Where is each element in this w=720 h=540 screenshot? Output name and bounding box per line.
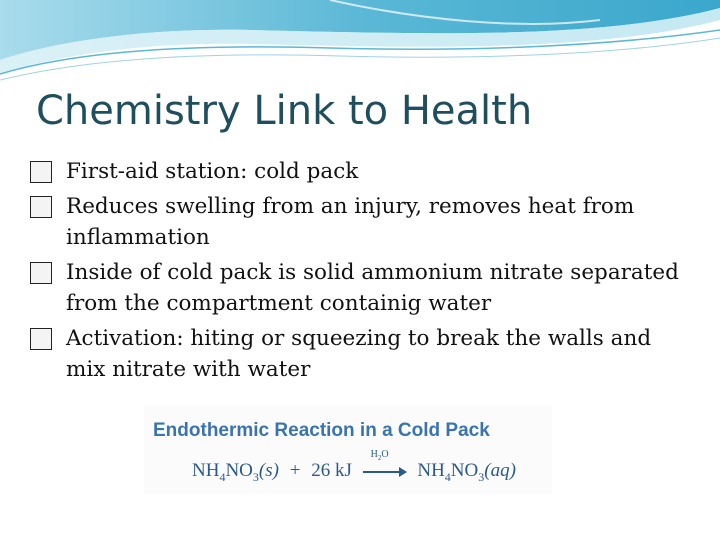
bullet-list [30,156,690,389]
equation-reactant: $NH_4NO_3$ [192,460,259,484]
bullet-text: First-aid station: cold pack [66,159,359,184]
bullet-text: Reduces swelling from an injury, removes heat from inflammation [66,194,635,250]
equation-heading: Endothermic Reaction in a Cold Pack [153,420,490,441]
chemical-equation [192,448,516,485]
bullet-icon [30,161,52,183]
bullet-icon [30,196,52,218]
equation-energy: 26 kJ [311,460,352,481]
arrow-label: $H_2O$ [370,448,389,462]
decorative-header-wave [0,0,720,90]
equation-reactant-state: (s) [258,460,279,481]
bullet-item [30,156,690,187]
equation-figure [144,406,552,494]
bullet-text: Inside of cold pack is solid ammonium nitrate separated from the compartment containig water [66,260,679,316]
bullet-icon [30,328,52,350]
reaction-arrow-icon [363,448,407,482]
bullet-item [30,257,690,319]
equation-plus: + [289,460,301,481]
equation-product: $NH_4NO_3$ [417,460,485,484]
equation-product-state: (aq) [484,460,516,481]
bullet-item [30,323,690,385]
bullet-item [30,191,690,253]
bullet-icon [30,262,52,284]
slide-title: Chemistry Link to Health [36,88,533,134]
bullet-text: Activation: hiting or squeezing to break the walls and mix nitrate with water [66,326,652,382]
